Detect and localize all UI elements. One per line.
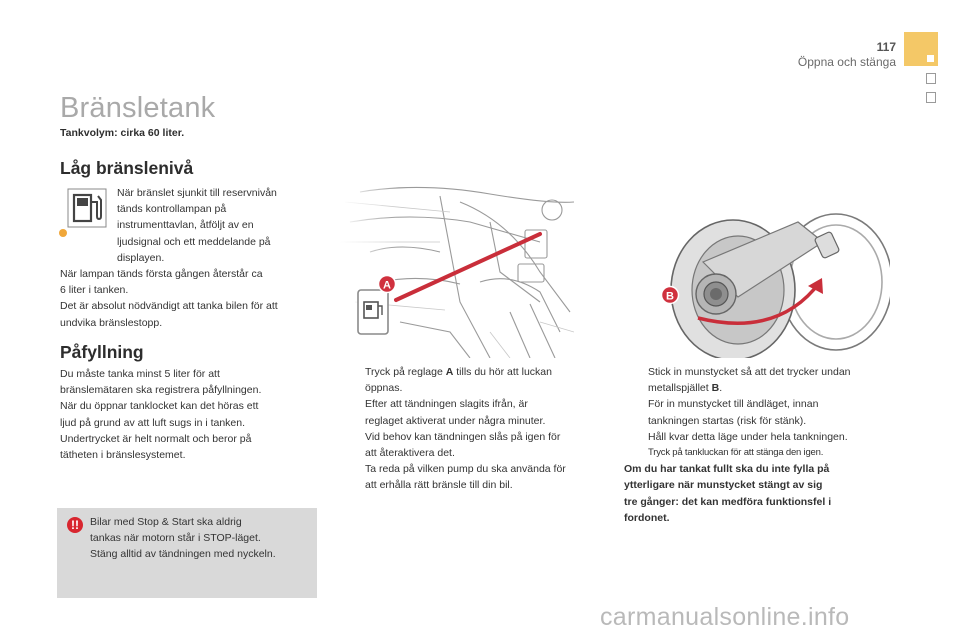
- text-line: tankningen startas (risk för stänk).: [648, 414, 807, 427]
- text-line: ljudsignal och ett meddelande på: [117, 235, 271, 248]
- text-line: När du öppnar tanklocket kan det höras ett: [60, 400, 259, 413]
- watermark: carmanualsonline.info: [600, 603, 850, 631]
- low-fuel-indented-text: [117, 185, 277, 266]
- chapter-tab: [926, 73, 936, 84]
- text-line: fordonet.: [624, 511, 670, 524]
- fuel-pump-icon: [67, 188, 107, 228]
- text-line: Du måste tanka minst 5 liter för att: [60, 368, 220, 380]
- fuel-filler-illustration: [648, 182, 890, 358]
- text-line: 6 liter i tanken.: [60, 284, 129, 297]
- text-line: reglaget aktiverat under några minuter.: [365, 414, 546, 427]
- low-fuel-indicator-dot: [59, 229, 67, 237]
- page-title: Bränsletank: [60, 92, 216, 124]
- text-line: ytterligare när munstycket stängt av sig: [624, 479, 823, 492]
- callout-a-label: A: [383, 279, 391, 292]
- list-item: [341, 461, 606, 493]
- text-line: tre gånger: det kan medföra funktionsfel i: [624, 495, 832, 508]
- text-line: att återaktivera det.: [365, 447, 455, 460]
- section-title: Öppna och stänga: [797, 55, 896, 69]
- text-line: instrumenttavlan, åtföljt av en: [117, 219, 254, 232]
- low-fuel-heading: Låg bränslenivå: [60, 158, 194, 178]
- text-line: Ta reda på vilken pump du ska använda för: [365, 463, 566, 476]
- dashboard-release-illustration: [340, 182, 574, 358]
- warning-icon: !!: [67, 517, 83, 533]
- chapter-tab: [926, 92, 936, 103]
- instructions-right: [624, 364, 924, 526]
- text-line: Det är absolut nödvändigt att tanka bilen för att: [60, 300, 278, 313]
- text-line: Stäng alltid av tändningen med nyckeln.: [90, 548, 276, 561]
- warning-text: [90, 514, 276, 563]
- text-line: metallspjället B.: [648, 382, 723, 395]
- text-line: Vid behov kan tändningen slås på igen för: [365, 430, 561, 443]
- list-item: [624, 445, 924, 461]
- text-line: displayen.: [117, 251, 165, 264]
- text-line: Om du har tankat fullt ska du inte fylla på: [624, 463, 830, 476]
- page-subtitle: Tankvolym: cirka 60 liter.: [60, 127, 185, 139]
- list-item: [624, 364, 924, 396]
- list-item: [624, 429, 924, 445]
- caution-note: [624, 461, 924, 526]
- text-line: undvika bränslestopp.: [60, 316, 163, 329]
- text-line: Tryck på reglage A tills du hör att luckan: [365, 366, 552, 378]
- text-line: Bilar med Stop & Start ska aldrig: [90, 516, 242, 528]
- refuel-text: [60, 366, 261, 463]
- list-item: [624, 396, 924, 428]
- text-line: tätheten i bränslesystemet.: [60, 449, 186, 462]
- list-item: [341, 364, 606, 461]
- text-line: Efter att tändningen slagits ifrån, är: [365, 398, 528, 411]
- text-line: När bränslet sjunkit till reservnivån: [117, 187, 277, 199]
- instructions-middle: [341, 364, 606, 494]
- text-line: Stick in munstycket så att det trycker undan: [648, 366, 851, 378]
- text-line: Tryck på tankluckan för att stänga den igen.: [648, 447, 824, 459]
- text-line: att erhålla rätt bränsle till din bil.: [365, 479, 513, 492]
- text-line: När lampan tänds första gången återstår ca: [60, 268, 263, 280]
- text-line: tänds kontrollampan på: [117, 203, 227, 216]
- text-line: Undertrycket är helt normalt och beror på: [60, 432, 252, 445]
- low-fuel-text: [60, 266, 278, 331]
- text-line: Håll kvar detta läge under hela tankningen.: [648, 430, 848, 443]
- text-line: ljud på grund av att luft sugs in i tanken.: [60, 416, 246, 429]
- page-number: 117: [876, 40, 896, 54]
- callout-b-label: B: [666, 290, 674, 303]
- chapter-tab-active: [904, 32, 938, 66]
- refuel-heading: Påfyllning: [60, 342, 144, 362]
- text-line: bränslemätaren ska registrera påfyllningen.: [60, 384, 262, 397]
- text-line: För in munstycket till ändläget, innan: [648, 398, 819, 411]
- text-line: öppnas.: [365, 382, 403, 395]
- text-line: tankas när motorn står i STOP-läget.: [90, 532, 261, 545]
